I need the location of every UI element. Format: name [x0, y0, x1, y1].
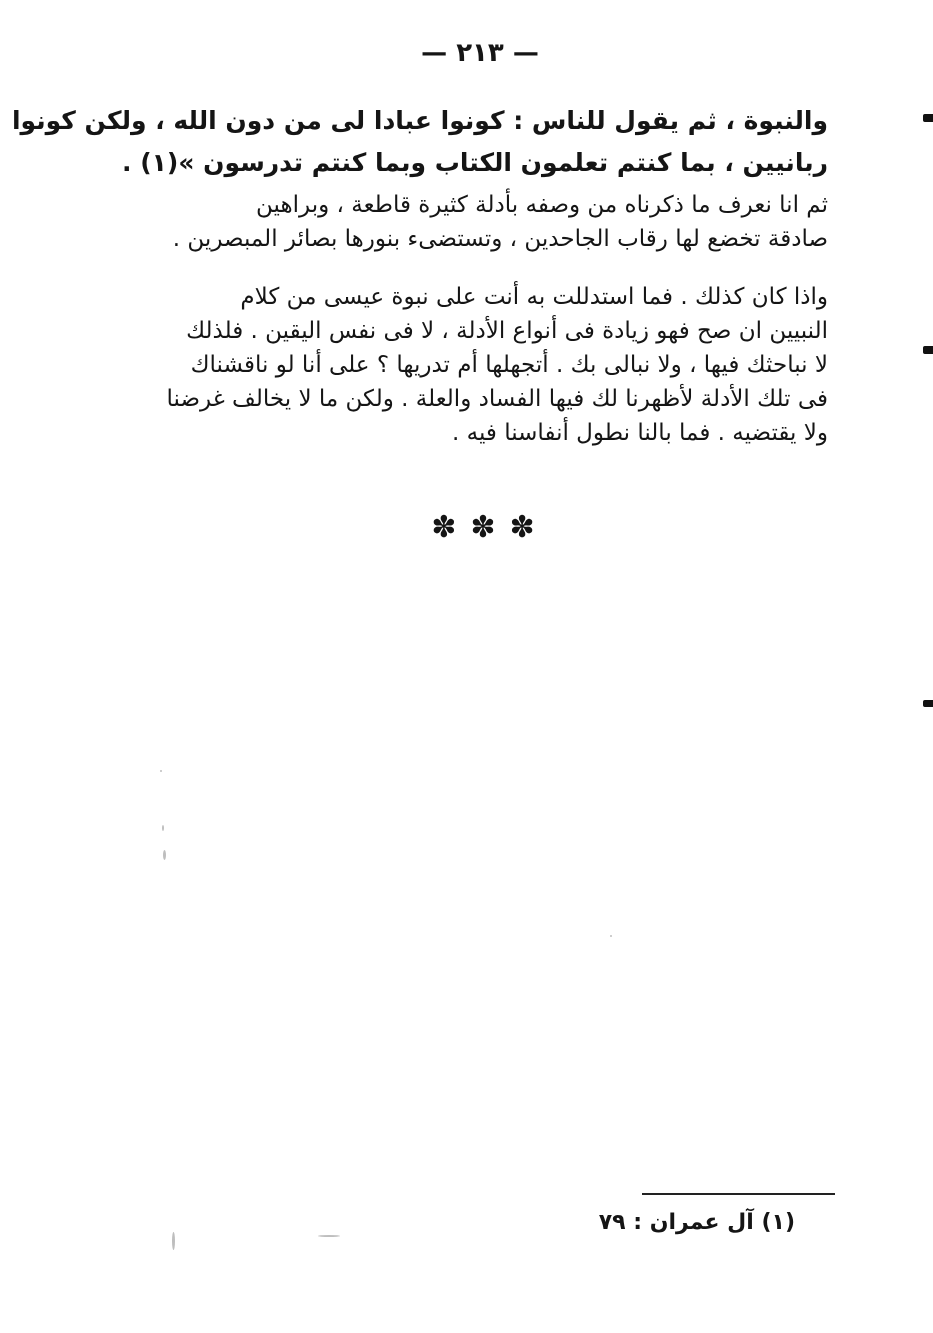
binding-edge-mark	[923, 114, 933, 122]
text-line: النبيين ان صح فهو زيادة فى أنواع الأدلة ، لا فى نفس اليقين . فلذلك	[186, 318, 828, 344]
binding-edge-mark	[923, 346, 933, 354]
scan-speck	[318, 1235, 340, 1237]
text-line: ثم انا نعرف ما ذكرناه من وصفه بأدلة كثيرة قاطعة ، وبراهين	[256, 192, 828, 218]
text-line: لا نباحثك فيها ، ولا نبالى بك . أتجهلها أم تدريها ؟ على أنا لو ناقشناك	[190, 352, 828, 378]
scan-speck	[172, 1232, 175, 1250]
text-line: ربانيين ، بما كنتم تعلمون الكتاب وبما كنتم تدرسون »(١) .	[122, 148, 828, 177]
text-line: والنبوة ، ثم يقول للناس : كونوا عبادا لى من دون الله ، ولكن كونوا	[11, 106, 828, 135]
footnote: (١) آل عمران : ٧٩	[598, 1210, 795, 1235]
scan-speck	[163, 850, 166, 860]
scan-speck	[160, 770, 162, 772]
footnote-divider	[642, 1193, 835, 1195]
scan-speck	[610, 935, 612, 937]
body-paragraph	[150, 188, 828, 256]
body-paragraph	[150, 280, 828, 450]
text-line: صادقة تخضع لها رقاب الجاحدين ، وتستضىء بنورها بصائر المبصرين .	[172, 226, 828, 252]
section-separator-ornament: ✽✽✽	[431, 510, 549, 545]
binding-edge-mark	[923, 700, 933, 707]
text-line: فى تلك الأدلة لأظهرنا لك فيها الفساد والعلة . ولكن ما لا يخالف غرضنا	[166, 386, 828, 412]
scan-speck	[162, 825, 164, 831]
text-line: ولا يقتضيه . فما بالنا نطول أنفاسنا فيه .	[452, 420, 828, 446]
page-number: — ٢١٣ —	[421, 38, 539, 68]
quoted-verse-paragraph	[11, 100, 828, 184]
text-line: واذا كان كذلك . فما استدللت به أنت على نبوة عيسى من كلام	[240, 284, 828, 310]
